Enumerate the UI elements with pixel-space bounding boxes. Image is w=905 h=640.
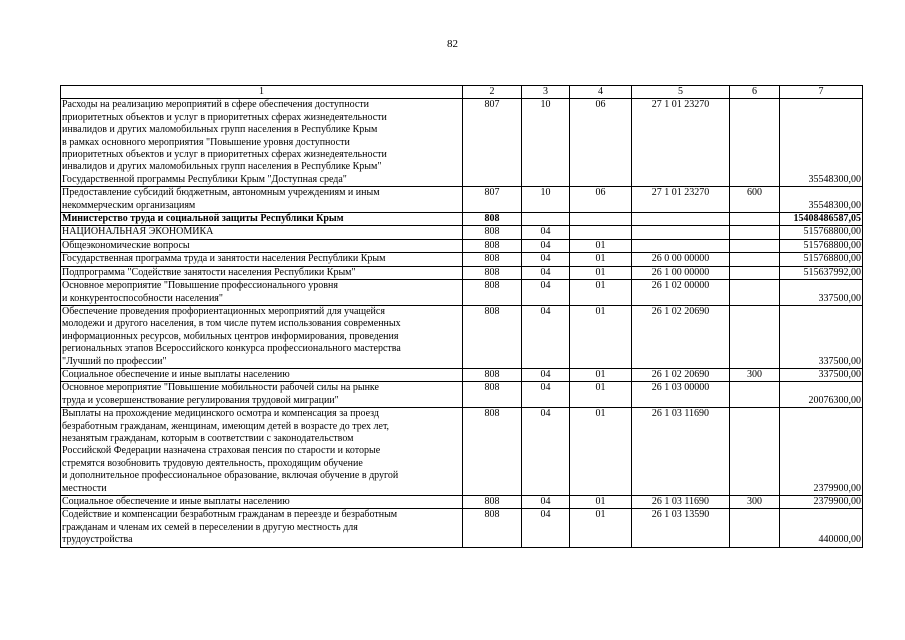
row-name-cell xyxy=(61,253,463,266)
col-4-cell xyxy=(570,213,632,226)
col-3-cell: 04 xyxy=(522,496,570,509)
row-name-line: Министерство труда и социальной защиты Республики Крым xyxy=(62,213,344,225)
table-row xyxy=(61,280,863,306)
row-name-line: незанятым гражданам, которым в соответствии с законодательством xyxy=(62,432,354,444)
header-cell: 7 xyxy=(780,86,863,99)
row-name-line: Подпрограмма "Содействие занятости населения Республики Крым" xyxy=(62,266,356,278)
col-5-cell: 26 1 00 00000 xyxy=(632,266,730,279)
col-4-cell: 01 xyxy=(570,368,632,381)
col-6-cell xyxy=(730,280,780,306)
row-name-line: безработным гражданам, женщинам, имеющим детей в возрасте до трех лет, xyxy=(62,420,390,432)
col-6-cell xyxy=(730,509,780,547)
row-name-cell xyxy=(61,266,463,279)
header-cell: 3 xyxy=(522,86,570,99)
row-name-line: Предоставление субсидий бюджетным, автономным учреждениям и иным xyxy=(62,187,380,199)
col-3-cell: 04 xyxy=(522,253,570,266)
row-name-line: стремятся возобновить трудовую деятельность, проходящим обучение xyxy=(62,457,363,469)
col-5-cell: 26 1 02 20690 xyxy=(632,305,730,368)
row-name-line: и конкурентоспособности населения" xyxy=(62,292,223,304)
table-row xyxy=(61,305,863,368)
col-4-cell: 01 xyxy=(570,280,632,306)
row-name-cell xyxy=(61,213,463,226)
budget-table-body xyxy=(61,86,863,548)
sum-cell: 337500,00 xyxy=(780,368,863,381)
row-name-line: инвалидов и других маломобильных групп населения в Республике Крым" xyxy=(62,161,382,173)
table-row xyxy=(61,213,863,226)
row-name-cell xyxy=(61,99,463,187)
table-row xyxy=(61,496,863,509)
page-number: 82 xyxy=(447,38,458,50)
col-3-cell: 04 xyxy=(522,305,570,368)
table-row xyxy=(61,509,863,547)
row-name-cell xyxy=(61,509,463,547)
col-4-cell: 01 xyxy=(570,496,632,509)
sum-cell: 515768800,00 xyxy=(780,239,863,252)
row-name-line: Расходы на реализацию мероприятий в сфере обеспечения доступности xyxy=(62,99,370,111)
col-5-cell: 26 1 03 00000 xyxy=(632,382,730,408)
header-cell: 5 xyxy=(632,86,730,99)
col-5-cell: 27 1 01 23270 xyxy=(632,99,730,187)
col-4-cell: 01 xyxy=(570,266,632,279)
col-2-cell: 808 xyxy=(463,239,522,252)
row-name-line: Общеэкономические вопросы xyxy=(62,239,190,251)
col-4-cell xyxy=(570,226,632,239)
col-5-cell: 26 0 00 00000 xyxy=(632,253,730,266)
col-6-cell xyxy=(730,99,780,187)
row-name-line: в рамках основного мероприятия "Повышение уровня доступности xyxy=(62,136,350,148)
table-row xyxy=(61,253,863,266)
col-2-cell: 807 xyxy=(463,99,522,187)
col-4-cell: 01 xyxy=(570,408,632,496)
row-name-cell xyxy=(61,226,463,239)
row-name-line: инвалидов и других маломобильных групп населения в Республике Крым xyxy=(62,124,378,136)
row-name-cell xyxy=(61,496,463,509)
table-row xyxy=(61,266,863,279)
col-3-cell: 04 xyxy=(522,509,570,547)
col-5-cell: 26 1 02 00000 xyxy=(632,280,730,306)
sum-cell: 15408486587,05 xyxy=(780,213,863,226)
col-3-cell: 04 xyxy=(522,266,570,279)
col-6-cell xyxy=(730,266,780,279)
col-2-cell: 808 xyxy=(463,226,522,239)
sum-cell: 337500,00 xyxy=(780,280,863,306)
col-6-cell xyxy=(730,226,780,239)
table-row xyxy=(61,408,863,496)
col-5-cell: 26 1 03 13590 xyxy=(632,509,730,547)
col-2-cell: 808 xyxy=(463,496,522,509)
sum-cell: 20076300,00 xyxy=(780,382,863,408)
table-row xyxy=(61,187,863,213)
table-row xyxy=(61,239,863,252)
col-6-cell: 300 xyxy=(730,368,780,381)
col-3-cell: 10 xyxy=(522,187,570,213)
col-2-cell: 808 xyxy=(463,382,522,408)
row-name-cell xyxy=(61,408,463,496)
row-name-cell xyxy=(61,305,463,368)
row-name-line: труда и усовершенствование регулирования трудовой миграции" xyxy=(62,394,339,406)
col-6-cell xyxy=(730,213,780,226)
row-name-line: приоритетных объектов и услуг в приоритетных сферах жизнедеятельности xyxy=(62,111,387,123)
col-6-cell xyxy=(730,382,780,408)
row-name-line: Государственной программы Республики Крым "Доступная среда" xyxy=(62,173,347,185)
row-name-line: "Лучший по профессии" xyxy=(62,355,167,367)
col-5-cell: 26 1 02 20690 xyxy=(632,368,730,381)
row-name-line: Содействие и компенсации безработным гражданам в переезде и безработным xyxy=(62,509,398,521)
col-6-cell xyxy=(730,305,780,368)
col-6-cell: 600 xyxy=(730,187,780,213)
row-name-line: местности xyxy=(62,482,107,494)
row-name-line: Выплаты на прохождение медицинского осмотра и компенсация за проезд xyxy=(62,408,379,420)
sum-cell: 337500,00 xyxy=(780,305,863,368)
col-4-cell: 01 xyxy=(570,382,632,408)
col-4-cell: 06 xyxy=(570,99,632,187)
col-3-cell: 10 xyxy=(522,99,570,187)
col-3-cell: 04 xyxy=(522,408,570,496)
row-name-cell xyxy=(61,239,463,252)
row-name-line: Социальное обеспечение и иные выплаты населению xyxy=(62,368,290,380)
row-name-cell xyxy=(61,187,463,213)
row-name-line: информационных ресурсов, мобильных центров информирования, проведения xyxy=(62,330,399,342)
col-4-cell: 01 xyxy=(570,509,632,547)
sum-cell: 515768800,00 xyxy=(780,253,863,266)
sum-cell: 440000,00 xyxy=(780,509,863,547)
col-5-cell: 27 1 01 23270 xyxy=(632,187,730,213)
col-6-cell xyxy=(730,239,780,252)
row-name-cell xyxy=(61,280,463,306)
col-5-cell: 26 1 03 11690 xyxy=(632,408,730,496)
header-cell: 1 xyxy=(61,86,463,99)
row-name-line: Российской Федерации назначена страховая пенсия по старости и которые xyxy=(62,445,381,457)
col-2-cell: 808 xyxy=(463,266,522,279)
sum-cell: 35548300,00 xyxy=(780,99,863,187)
row-name-line: Обеспечение проведения профориентационных мероприятий для учащейся xyxy=(62,305,385,317)
col-2-cell: 808 xyxy=(463,305,522,368)
col-4-cell: 01 xyxy=(570,253,632,266)
col-5-cell xyxy=(632,213,730,226)
header-cell: 4 xyxy=(570,86,632,99)
budget-table xyxy=(60,85,863,548)
col-4-cell: 01 xyxy=(570,305,632,368)
table-row xyxy=(61,99,863,187)
col-3-cell xyxy=(522,213,570,226)
col-4-cell: 06 xyxy=(570,187,632,213)
col-6-cell xyxy=(730,408,780,496)
col-2-cell: 807 xyxy=(463,187,522,213)
col-2-cell: 808 xyxy=(463,280,522,306)
row-name-line: Основное мероприятие "Повышение профессионального уровня xyxy=(62,280,338,292)
row-name-cell xyxy=(61,382,463,408)
row-name-line: Социальное обеспечение и иные выплаты населению xyxy=(62,496,290,507)
col-3-cell: 04 xyxy=(522,226,570,239)
table-header-row xyxy=(61,86,863,99)
row-name-line: региональных этапов Всероссийского конкурса профессионального мастерства xyxy=(62,343,401,355)
col-3-cell: 04 xyxy=(522,368,570,381)
sum-cell: 2379900,00 xyxy=(780,496,863,509)
row-name-line: некоммерческим организациям xyxy=(62,199,196,211)
col-2-cell: 808 xyxy=(463,368,522,381)
col-5-cell xyxy=(632,239,730,252)
row-name-line: Основное мероприятие "Повышение мобильности рабочей силы на рынке xyxy=(62,382,379,394)
col-3-cell: 04 xyxy=(522,280,570,306)
row-name-line: гражданам и членам их семей в переселении в другую местность для xyxy=(62,521,358,533)
table-row xyxy=(61,226,863,239)
sum-cell: 515768800,00 xyxy=(780,226,863,239)
row-name-line: трудоустройства xyxy=(62,534,133,546)
header-cell: 2 xyxy=(463,86,522,99)
col-2-cell: 808 xyxy=(463,213,522,226)
col-4-cell: 01 xyxy=(570,239,632,252)
sum-cell: 2379900,00 xyxy=(780,408,863,496)
row-name-line: приоритетных объектов и услуг в приоритетных сферах жизнедеятельности xyxy=(62,149,387,161)
table-row xyxy=(61,382,863,408)
row-name-line: молодежи и другого населения, в том числе путем использования современных xyxy=(62,318,401,330)
col-2-cell: 808 xyxy=(463,253,522,266)
col-5-cell: 26 1 03 11690 xyxy=(632,496,730,509)
col-6-cell: 300 xyxy=(730,496,780,509)
row-name-cell xyxy=(61,368,463,381)
row-name-line: Государственная программа труда и занятости населения Республики Крым xyxy=(62,253,386,265)
table-row xyxy=(61,368,863,381)
row-name-line: НАЦИОНАЛЬНАЯ ЭКОНОМИКА xyxy=(62,226,214,238)
col-3-cell: 04 xyxy=(522,239,570,252)
col-5-cell xyxy=(632,226,730,239)
col-2-cell: 808 xyxy=(463,509,522,547)
col-3-cell: 04 xyxy=(522,382,570,408)
sum-cell: 35548300,00 xyxy=(780,187,863,213)
col-2-cell: 808 xyxy=(463,408,522,496)
col-6-cell xyxy=(730,253,780,266)
sum-cell: 515637992,00 xyxy=(780,266,863,279)
row-name-line: и дополнительное профессиональное образование, включая обучение в другой xyxy=(62,470,399,482)
header-cell: 6 xyxy=(730,86,780,99)
